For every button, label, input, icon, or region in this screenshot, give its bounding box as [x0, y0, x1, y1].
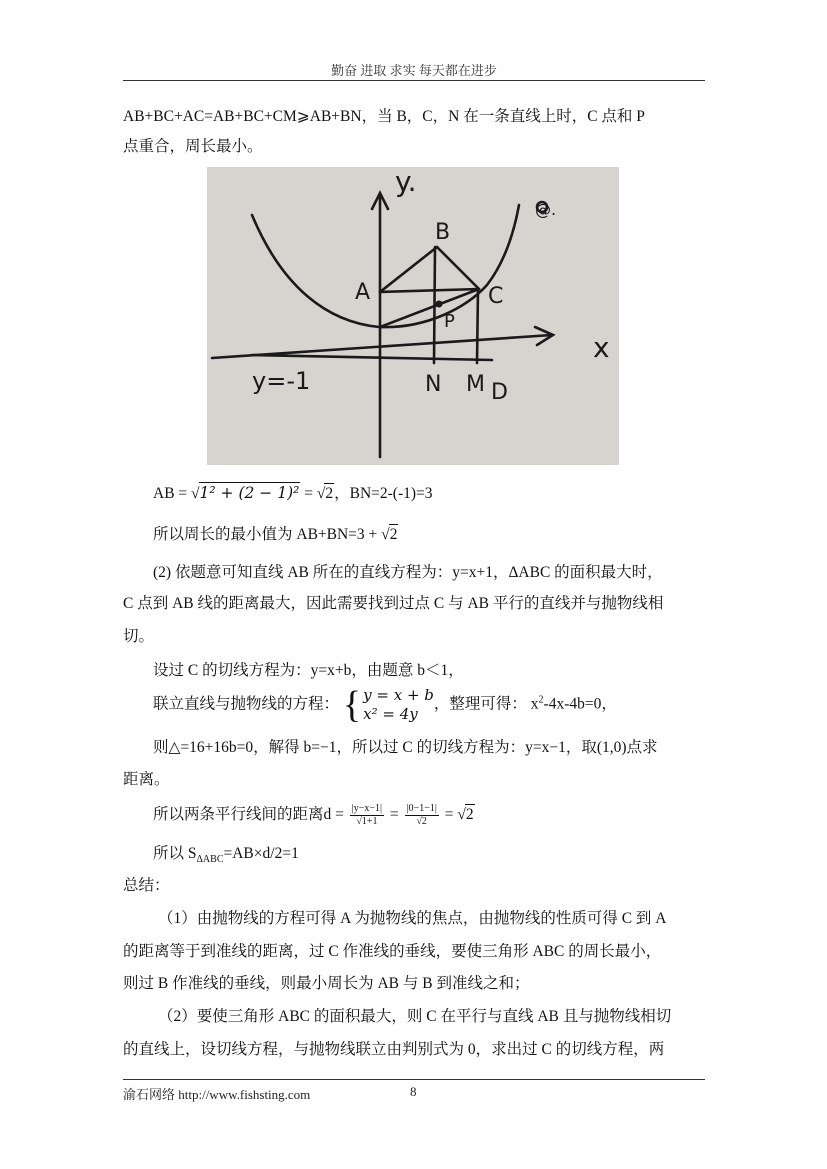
sqrt-symbol: √ — [457, 806, 466, 824]
header-divider — [123, 80, 705, 81]
distance-line — [153, 803, 475, 828]
handwritten-graph-photo — [207, 167, 619, 465]
sys-exp: 2 — [538, 694, 544, 706]
footer-divider — [123, 1079, 705, 1080]
text-line: 的距离等于到准线的距离，过 C 作准线的垂线，要使三角形 ABC 的周长最小， — [123, 943, 662, 960]
area-sub: ΔABC — [196, 854, 224, 866]
fraction-denominator: √1+1 — [356, 816, 378, 827]
system-line — [153, 686, 617, 724]
sys-mid: ，整理可得： x — [433, 695, 539, 713]
sys-tail: -4x-4b=0， — [543, 695, 617, 713]
ab-radicand: 1² + (2 − 1)² — [199, 484, 300, 502]
ab-prefix: AB = — [153, 485, 192, 502]
text-line: C 点到 AB 线的距离最大，因此需要找到过点 C 与 AB 平行的直线并与抛物线相 — [123, 595, 664, 612]
label-n: N — [425, 372, 442, 397]
sqrt-symbol: √ — [191, 485, 200, 502]
sqrt-symbol: √ — [316, 485, 326, 502]
label-b: B — [435, 220, 451, 245]
label-a: A — [355, 280, 371, 305]
text-line: 点重合，周长最小。 — [123, 138, 263, 155]
sys-prefix: 联立直线与抛物线的方程： — [153, 695, 340, 713]
area-a: 所以 S — [153, 845, 197, 862]
text-line: 切。 — [123, 628, 155, 645]
ab-length-line — [153, 482, 433, 504]
text-line: 距离。 — [123, 771, 170, 788]
perpendicular-cm — [477, 289, 478, 363]
ab-tail: ，BN=2-(-1)=3 — [334, 485, 433, 502]
text-line: 则过 B 作准线的垂线，则最小周长为 AB 与 B 到准线之和； — [123, 975, 530, 992]
fraction-numerator: |y−x−1| — [351, 803, 383, 814]
label-p: P — [444, 311, 455, 332]
text-line: 的直线上，设切线方程，与抛物线联立由判别式为 0，求出过 C 的切线方程，两 — [123, 1041, 665, 1058]
equals: = — [386, 806, 403, 824]
dist-prefix: 所以两条平行线间的距离d = — [153, 806, 348, 824]
directrix-label: y=-1 — [252, 367, 311, 395]
text-line: 则△=16+16b=0，解得 b=−1，所以过 C 的切线方程为：y=x−1，取(1,0)点求 — [153, 739, 658, 756]
sys-eq1: y = x + b — [363, 686, 434, 704]
fraction-denominator: √2 — [416, 816, 427, 827]
mark-label: @. — [535, 200, 557, 219]
ab-result: 2 — [325, 485, 334, 502]
fraction-numerator: |0−1−1| — [406, 803, 437, 814]
sys-eq2: x² = 4y — [363, 705, 418, 723]
summary-heading: 总结： — [123, 877, 170, 894]
y-axis-label: y. — [395, 167, 417, 198]
text-line: 设过 C 的切线方程为：y=x+b，由题意 b＜1， — [153, 662, 464, 679]
directrix-line — [252, 355, 492, 360]
graph-drawing — [207, 167, 619, 465]
text-line: （1）由抛物线的方程可得 A 为抛物线的焦点，由抛物线的性质可得 C 到 A — [158, 910, 667, 927]
label-d: D — [491, 380, 508, 405]
x-axis-label: x — [593, 331, 610, 364]
label-c: C — [488, 284, 504, 309]
area-line — [153, 844, 299, 870]
point-p — [436, 301, 443, 308]
fraction — [350, 803, 384, 828]
segment-bc — [437, 247, 479, 289]
segment-ab — [380, 247, 437, 292]
sqrt-symbol: √ — [381, 526, 390, 543]
min-root: 2 — [389, 526, 398, 543]
equation-system — [343, 686, 434, 724]
area-b: =AB×d/2=1 — [223, 845, 299, 862]
page-header-motto: 勤奋 进取 求实 每天都在进步 — [331, 63, 497, 78]
min-text: 所以周长的最小值为 AB+BN=3 + — [153, 526, 382, 543]
footer-site: 渝石网络 http://www.fishsting.com — [123, 1087, 311, 1102]
equals: = — [440, 806, 458, 824]
text-line: （2）要使三角形 ABC 的面积最大，则 C 在平行与直线 AB 且与抛物线相切 — [158, 1008, 672, 1025]
ab-equals: = — [300, 485, 317, 502]
text-line: AB+BC+AC=AB+BC+CM⩾AB+BN，当 B，C，N 在一条直线上时，C 点和 P — [123, 108, 645, 125]
label-m: M — [466, 372, 485, 397]
fraction — [405, 803, 439, 828]
dist-root: 2 — [465, 806, 474, 824]
brace-symbol: { — [342, 684, 362, 726]
segment-ac — [380, 289, 479, 292]
text-line: (2) 依题意可知直线 AB 所在的直线方程为：y=x+1，ΔABC 的面积最大时， — [153, 564, 663, 581]
perpendicular-bn — [434, 247, 435, 363]
min-perimeter-line — [153, 524, 398, 545]
page-number: 8 — [410, 1084, 417, 1099]
